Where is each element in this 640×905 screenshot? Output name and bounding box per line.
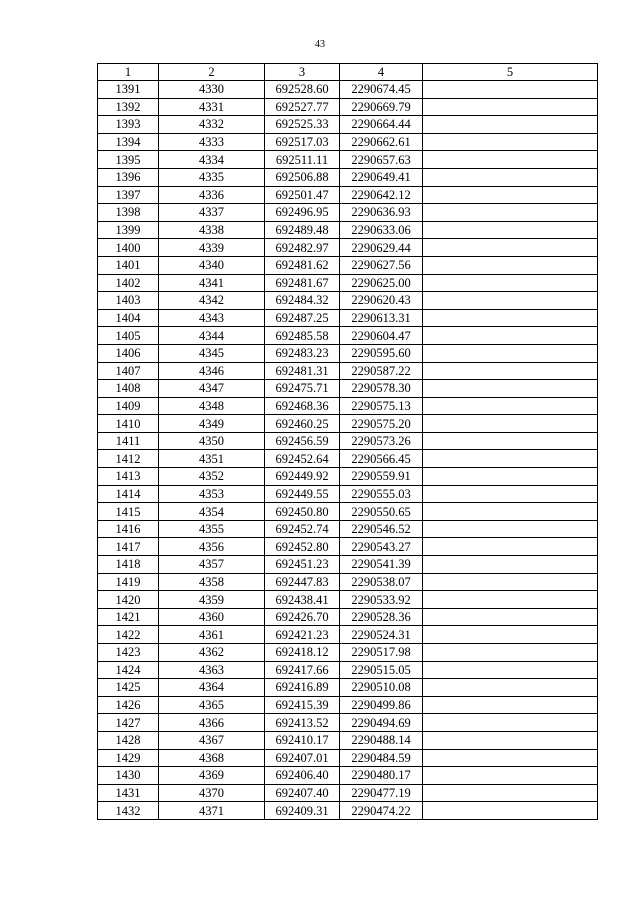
table-cell: 692449.92	[265, 468, 340, 486]
page-number: 43	[315, 39, 325, 50]
column-header: 5	[423, 64, 598, 81]
table-cell: 2290559.91	[340, 468, 423, 486]
table-cell: 4337	[159, 204, 265, 222]
table-cell: 4340	[159, 256, 265, 274]
table-cell: 692449.55	[265, 485, 340, 503]
table-cell	[423, 204, 598, 222]
table-cell: 4356	[159, 538, 265, 556]
table-cell	[423, 221, 598, 239]
table-cell: 1428	[98, 731, 159, 749]
table-cell: 1429	[98, 749, 159, 767]
table-cell: 2290669.79	[340, 98, 423, 116]
table-cell: 692460.25	[265, 415, 340, 433]
table-cell: 4349	[159, 415, 265, 433]
table-cell: 692409.31	[265, 802, 340, 820]
table-cell: 1410	[98, 415, 159, 433]
table-cell	[423, 644, 598, 662]
table-row	[98, 485, 598, 503]
table-cell: 692487.25	[265, 309, 340, 327]
table-cell: 4347	[159, 380, 265, 398]
table-cell	[423, 450, 598, 468]
table-cell: 4357	[159, 556, 265, 574]
table-row	[98, 468, 598, 486]
table-cell: 692417.66	[265, 661, 340, 679]
table-cell: 2290494.69	[340, 714, 423, 732]
table-cell	[423, 661, 598, 679]
table-cell: 1415	[98, 503, 159, 521]
table-row	[98, 696, 598, 714]
table-cell	[423, 556, 598, 574]
table-cell: 2290541.39	[340, 556, 423, 574]
table-cell: 1424	[98, 661, 159, 679]
table-cell: 2290578.30	[340, 380, 423, 398]
table-cell: 692410.17	[265, 731, 340, 749]
table-cell: 1430	[98, 767, 159, 785]
table-cell: 2290575.20	[340, 415, 423, 433]
table-cell: 692511.11	[265, 151, 340, 169]
table-cell: 1427	[98, 714, 159, 732]
table-cell: 4366	[159, 714, 265, 732]
table-cell: 1403	[98, 292, 159, 310]
table-cell	[423, 116, 598, 134]
table-cell: 1432	[98, 802, 159, 820]
table-cell: 4336	[159, 186, 265, 204]
table-cell	[423, 485, 598, 503]
table-cell: 1407	[98, 362, 159, 380]
table-cell: 4371	[159, 802, 265, 820]
table-cell: 4352	[159, 468, 265, 486]
table-cell: 4331	[159, 98, 265, 116]
table-cell: 692482.97	[265, 239, 340, 257]
table-cell: 1416	[98, 520, 159, 538]
table-cell: 2290649.41	[340, 168, 423, 186]
coordinates-table	[97, 63, 598, 820]
table-row	[98, 784, 598, 802]
table-cell: 1417	[98, 538, 159, 556]
table-cell: 4367	[159, 731, 265, 749]
table-cell	[423, 292, 598, 310]
table-cell: 2290662.61	[340, 133, 423, 151]
table-cell: 692468.36	[265, 397, 340, 415]
table-body	[98, 64, 598, 820]
table-cell	[423, 608, 598, 626]
table-cell: 2290546.52	[340, 520, 423, 538]
table-row	[98, 767, 598, 785]
table-cell: 2290633.06	[340, 221, 423, 239]
table-cell: 4353	[159, 485, 265, 503]
table-cell: 4332	[159, 116, 265, 134]
table-cell: 4346	[159, 362, 265, 380]
table-cell: 2290528.36	[340, 608, 423, 626]
table-row	[98, 503, 598, 521]
table-cell: 1413	[98, 468, 159, 486]
table-cell: 692452.74	[265, 520, 340, 538]
table-cell	[423, 784, 598, 802]
table-cell: 1412	[98, 450, 159, 468]
table-cell	[423, 81, 598, 99]
table-row	[98, 274, 598, 292]
table-row	[98, 556, 598, 574]
table-row	[98, 661, 598, 679]
table-cell	[423, 714, 598, 732]
table-cell: 692501.47	[265, 186, 340, 204]
table-cell: 2290510.08	[340, 679, 423, 697]
table-cell: 692481.62	[265, 256, 340, 274]
table-cell: 4342	[159, 292, 265, 310]
table-cell: 1421	[98, 608, 159, 626]
table-cell: 1420	[98, 591, 159, 609]
table-cell	[423, 344, 598, 362]
table-row	[98, 397, 598, 415]
table-row	[98, 292, 598, 310]
table-cell: 692528.60	[265, 81, 340, 99]
table-cell: 4335	[159, 168, 265, 186]
table-cell: 4364	[159, 679, 265, 697]
column-header: 3	[265, 64, 340, 81]
table-cell: 1409	[98, 397, 159, 415]
table-cell: 1425	[98, 679, 159, 697]
table-row	[98, 98, 598, 116]
table-cell	[423, 397, 598, 415]
table-cell: 1431	[98, 784, 159, 802]
table-cell: 4330	[159, 81, 265, 99]
table-cell	[423, 802, 598, 820]
table-cell: 1392	[98, 98, 159, 116]
table-cell: 4348	[159, 397, 265, 415]
table-cell: 4360	[159, 608, 265, 626]
table-cell: 2290604.47	[340, 327, 423, 345]
table-cell	[423, 520, 598, 538]
table-cell: 1399	[98, 221, 159, 239]
table-row	[98, 168, 598, 186]
table-cell: 692452.80	[265, 538, 340, 556]
table-cell: 1395	[98, 151, 159, 169]
table-cell	[423, 432, 598, 450]
table-row	[98, 520, 598, 538]
table-cell: 692527.77	[265, 98, 340, 116]
table-row	[98, 679, 598, 697]
table-cell: 1419	[98, 573, 159, 591]
table-cell: 4363	[159, 661, 265, 679]
table-cell	[423, 98, 598, 116]
table-cell: 692450.80	[265, 503, 340, 521]
table-cell: 692421.23	[265, 626, 340, 644]
table-row	[98, 573, 598, 591]
table-cell: 692481.31	[265, 362, 340, 380]
table-cell: 2290620.43	[340, 292, 423, 310]
column-header: 2	[159, 64, 265, 81]
table-row	[98, 256, 598, 274]
table-cell: 692413.52	[265, 714, 340, 732]
table-cell	[423, 256, 598, 274]
table-cell: 4368	[159, 749, 265, 767]
table-cell: 4370	[159, 784, 265, 802]
table-row	[98, 151, 598, 169]
table-cell: 2290664.44	[340, 116, 423, 134]
table-row	[98, 186, 598, 204]
table-cell: 1422	[98, 626, 159, 644]
table-cell	[423, 626, 598, 644]
table-cell: 4361	[159, 626, 265, 644]
table-row	[98, 749, 598, 767]
table-cell: 1406	[98, 344, 159, 362]
table-cell: 1401	[98, 256, 159, 274]
table-cell	[423, 591, 598, 609]
table-cell: 692426.70	[265, 608, 340, 626]
table-cell: 2290613.31	[340, 309, 423, 327]
column-header: 4	[340, 64, 423, 81]
table-cell	[423, 380, 598, 398]
table-cell: 4339	[159, 239, 265, 257]
table-cell: 2290555.03	[340, 485, 423, 503]
table-cell: 692517.03	[265, 133, 340, 151]
table-cell: 692489.48	[265, 221, 340, 239]
table-cell: 692496.95	[265, 204, 340, 222]
table-cell: 2290533.92	[340, 591, 423, 609]
table-cell: 1411	[98, 432, 159, 450]
table-cell: 692407.01	[265, 749, 340, 767]
column-header: 1	[98, 64, 159, 81]
table-row	[98, 644, 598, 662]
table-cell	[423, 309, 598, 327]
table-row	[98, 591, 598, 609]
table-cell: 1391	[98, 81, 159, 99]
table-row	[98, 714, 598, 732]
table-cell: 2290636.93	[340, 204, 423, 222]
table-cell: 2290477.19	[340, 784, 423, 802]
table-cell: 692456.59	[265, 432, 340, 450]
table-header-row	[98, 64, 598, 81]
table-cell: 1400	[98, 239, 159, 257]
table-row	[98, 626, 598, 644]
table-cell: 692475.71	[265, 380, 340, 398]
table-cell	[423, 239, 598, 257]
table-row	[98, 450, 598, 468]
table-row	[98, 344, 598, 362]
table-cell: 692452.64	[265, 450, 340, 468]
table-cell: 2290484.59	[340, 749, 423, 767]
table-row	[98, 731, 598, 749]
table-row	[98, 327, 598, 345]
table-cell: 2290575.13	[340, 397, 423, 415]
table-cell	[423, 767, 598, 785]
table-cell: 4355	[159, 520, 265, 538]
table-cell: 1414	[98, 485, 159, 503]
table-cell: 1426	[98, 696, 159, 714]
table-cell: 1398	[98, 204, 159, 222]
table-row	[98, 802, 598, 820]
table-cell: 4351	[159, 450, 265, 468]
table-cell: 2290627.56	[340, 256, 423, 274]
table-row	[98, 116, 598, 134]
table-cell	[423, 133, 598, 151]
table-cell	[423, 731, 598, 749]
table-cell: 2290524.31	[340, 626, 423, 644]
table-cell: 2290629.44	[340, 239, 423, 257]
table-cell	[423, 538, 598, 556]
table-cell: 2290657.63	[340, 151, 423, 169]
table-cell: 2290515.05	[340, 661, 423, 679]
table-cell: 1423	[98, 644, 159, 662]
table-cell: 2290573.26	[340, 432, 423, 450]
table-cell: 2290543.27	[340, 538, 423, 556]
table-cell: 2290538.07	[340, 573, 423, 591]
table-cell: 692481.67	[265, 274, 340, 292]
table-cell: 1404	[98, 309, 159, 327]
table-row	[98, 133, 598, 151]
table-row	[98, 415, 598, 433]
table-cell: 692416.89	[265, 679, 340, 697]
table-row	[98, 380, 598, 398]
table-cell: 692485.58	[265, 327, 340, 345]
table-cell: 4334	[159, 151, 265, 169]
table-cell	[423, 151, 598, 169]
table-cell: 2290550.65	[340, 503, 423, 521]
table-row	[98, 204, 598, 222]
table-cell	[423, 186, 598, 204]
table-cell: 692483.23	[265, 344, 340, 362]
table-row	[98, 221, 598, 239]
table-cell	[423, 415, 598, 433]
table-cell: 692407.40	[265, 784, 340, 802]
table-row	[98, 239, 598, 257]
table-cell: 692406.40	[265, 767, 340, 785]
table-cell	[423, 168, 598, 186]
table-row	[98, 362, 598, 380]
table-cell: 4365	[159, 696, 265, 714]
table-cell: 4358	[159, 573, 265, 591]
table-row	[98, 608, 598, 626]
table-cell: 692438.41	[265, 591, 340, 609]
table-cell: 4350	[159, 432, 265, 450]
table-cell: 1405	[98, 327, 159, 345]
table-cell: 1396	[98, 168, 159, 186]
table-cell: 4345	[159, 344, 265, 362]
table-cell: 2290674.45	[340, 81, 423, 99]
table-cell: 2290642.12	[340, 186, 423, 204]
table-cell	[423, 362, 598, 380]
table-cell: 2290625.00	[340, 274, 423, 292]
table-cell: 4341	[159, 274, 265, 292]
table-cell	[423, 696, 598, 714]
table-cell: 692447.83	[265, 573, 340, 591]
table-cell: 4343	[159, 309, 265, 327]
table-cell: 4344	[159, 327, 265, 345]
table-cell: 1393	[98, 116, 159, 134]
table-cell	[423, 749, 598, 767]
table-cell: 2290587.22	[340, 362, 423, 380]
table-cell: 2290517.98	[340, 644, 423, 662]
table-cell: 2290488.14	[340, 731, 423, 749]
table-cell: 692418.12	[265, 644, 340, 662]
table-row	[98, 81, 598, 99]
table-row	[98, 432, 598, 450]
table-cell: 692484.32	[265, 292, 340, 310]
table-cell: 692506.88	[265, 168, 340, 186]
table-cell: 2290480.17	[340, 767, 423, 785]
table-cell: 2290566.45	[340, 450, 423, 468]
table-cell: 4354	[159, 503, 265, 521]
table-cell: 692415.39	[265, 696, 340, 714]
table-cell: 2290595.60	[340, 344, 423, 362]
table-cell	[423, 468, 598, 486]
table-cell	[423, 679, 598, 697]
table-cell: 1394	[98, 133, 159, 151]
table-cell: 692525.33	[265, 116, 340, 134]
table-cell	[423, 573, 598, 591]
table-cell: 4338	[159, 221, 265, 239]
table-cell	[423, 274, 598, 292]
table-cell: 4369	[159, 767, 265, 785]
table-cell: 4362	[159, 644, 265, 662]
table-cell: 4359	[159, 591, 265, 609]
table-row	[98, 538, 598, 556]
table-cell: 1418	[98, 556, 159, 574]
table-cell	[423, 327, 598, 345]
table-cell: 2290474.22	[340, 802, 423, 820]
table-cell: 1402	[98, 274, 159, 292]
table-row	[98, 309, 598, 327]
table-cell: 4333	[159, 133, 265, 151]
table-cell: 2290499.86	[340, 696, 423, 714]
table-cell	[423, 503, 598, 521]
table-cell: 1408	[98, 380, 159, 398]
table-cell: 692451.23	[265, 556, 340, 574]
table-cell: 1397	[98, 186, 159, 204]
